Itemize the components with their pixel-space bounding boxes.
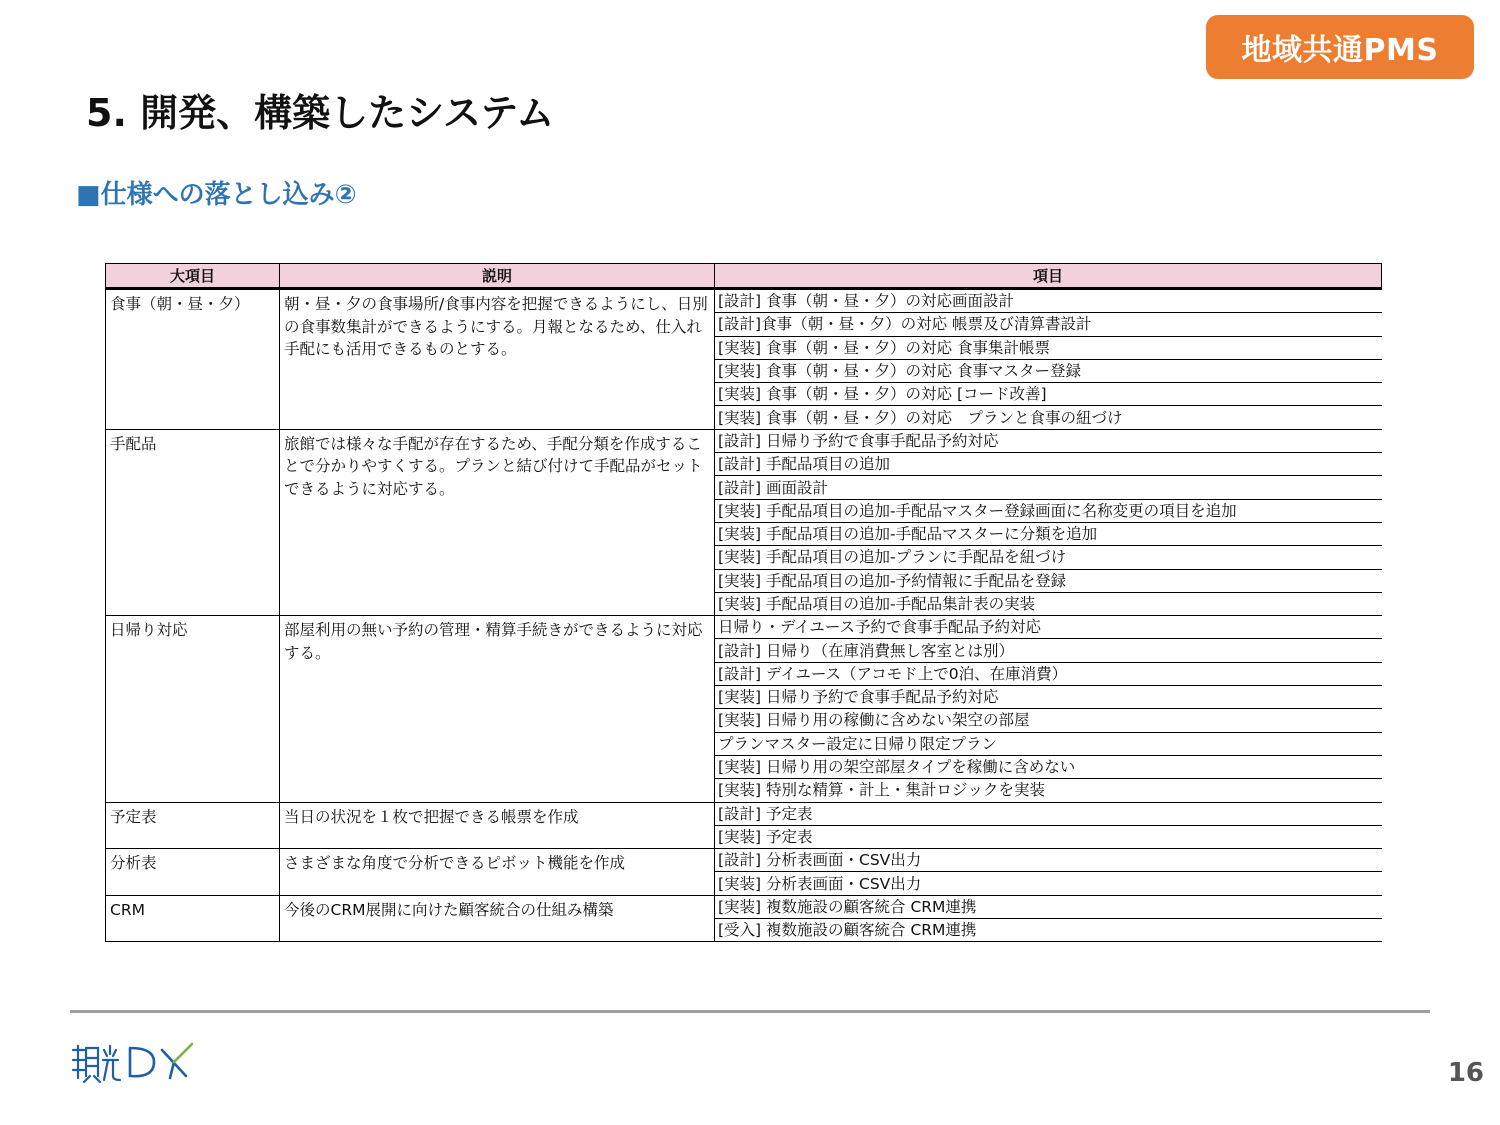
item-cell: [設計]食事（朝・昼・夕）の対応 帳票及び清算書設計	[715, 313, 1382, 336]
item-cell: [設計] 日帰り（在庫消費無し客室とは別）	[715, 639, 1382, 662]
pms-badge: 地域共通PMS	[1206, 15, 1474, 79]
header-category: 大項目	[106, 264, 280, 289]
header-item: 項目	[715, 264, 1382, 289]
description-cell: 当日の状況を１枚で把握できる帳票を作成	[280, 802, 715, 849]
item-cell: [設計] デイユース（アコモド上で0泊、在庫消費）	[715, 662, 1382, 685]
table-row	[106, 429, 1382, 452]
item-cell: [設計] 予定表	[715, 802, 1382, 825]
item-cell: [実装] 食事（朝・昼・夕）の対応 プランと食事の紐づけ	[715, 406, 1382, 429]
kanko-dx-logo-icon	[70, 1040, 200, 1084]
table-row	[106, 616, 1382, 639]
item-cell: [実装] 予定表	[715, 825, 1382, 848]
item-cell: [設計] 分析表画面・CSV出力	[715, 849, 1382, 872]
table-row	[106, 849, 1382, 872]
category-cell: 分析表	[106, 849, 280, 896]
page-number: 16	[1447, 1058, 1484, 1088]
page-title: 5. 開発、構築したシステム	[86, 91, 555, 135]
item-cell: プランマスター設定に日帰り限定プラン	[715, 732, 1382, 755]
header-description: 説明	[280, 264, 715, 289]
item-cell: [受入] 複数施設の顧客統合 CRM連携	[715, 919, 1382, 942]
item-cell: [実装] 食事（朝・昼・夕）の対応 食事集計帳票	[715, 336, 1382, 359]
description-cell: 今後のCRM展開に向けた顧客統合の仕組み構築	[280, 895, 715, 942]
item-cell: [実装] 複数施設の顧客統合 CRM連携	[715, 895, 1382, 918]
item-cell: [実装] 食事（朝・昼・夕）の対応 [コード改善]	[715, 383, 1382, 406]
item-cell: [実装] 手配品項目の追加-手配品集計表の実装	[715, 592, 1382, 615]
item-cell: [実装] 特別な精算・計上・集計ロジックを実装	[715, 779, 1382, 802]
category-cell: 予定表	[106, 802, 280, 849]
item-cell: [実装] 日帰り用の稼働に含めない架空の部屋	[715, 709, 1382, 732]
item-cell: [実装] 手配品項目の追加-予約情報に手配品を登録	[715, 569, 1382, 592]
item-cell: [設計] 食事（朝・昼・夕）の対応画面設計	[715, 289, 1382, 313]
table-row	[106, 802, 1382, 825]
description-cell: 朝・昼・夕の食事場所/食事内容を把握できるようにし、日別の食事数集計ができるようにする。月報となるため、仕入れ手配にも活用できるものとする。	[280, 289, 715, 430]
footer-divider	[70, 1010, 1430, 1013]
item-cell: 日帰り・デイユース予約で食事手配品予約対応	[715, 616, 1382, 639]
item-cell: [設計] 手配品項目の追加	[715, 453, 1382, 476]
table-row	[106, 289, 1382, 313]
item-cell: [実装] 日帰り用の架空部屋タイプを稼働に含めない	[715, 755, 1382, 778]
table-body	[106, 289, 1382, 942]
description-cell: 部屋利用の無い予約の管理・精算手続きができるように対応する。	[280, 616, 715, 802]
item-cell: [設計] 画面設計	[715, 476, 1382, 499]
item-cell: [実装] 食事（朝・昼・夕）の対応 食事マスター登録	[715, 359, 1382, 382]
category-cell: 手配品	[106, 429, 280, 615]
description-cell: さまざまな角度で分析できるピボット機能を作成	[280, 849, 715, 896]
table-header-row	[106, 264, 1382, 289]
section-subtitle: ■仕様への落とし込み②	[76, 180, 357, 210]
item-cell: [実装] 手配品項目の追加-手配品マスター登録画面に名称変更の項目を追加	[715, 499, 1382, 522]
table-row	[106, 895, 1382, 918]
category-cell: 食事（朝・昼・夕）	[106, 289, 280, 430]
item-cell: [実装] 分析表画面・CSV出力	[715, 872, 1382, 895]
item-cell: [実装] 手配品項目の追加-手配品マスターに分類を追加	[715, 522, 1382, 545]
item-cell: [設計] 日帰り予約で食事手配品予約対応	[715, 429, 1382, 452]
category-cell: 日帰り対応	[106, 616, 280, 802]
spec-table	[105, 263, 1382, 942]
kanko-dx-logo	[70, 1040, 200, 1088]
description-cell: 旅館では様々な手配が存在するため、手配分類を作成することで分かりやすくする。プランと結び付けて手配品がセットできるように対応する。	[280, 429, 715, 615]
category-cell: CRM	[106, 895, 280, 942]
item-cell: [実装] 日帰り予約で食事手配品予約対応	[715, 686, 1382, 709]
item-cell: [実装] 手配品項目の追加-プランに手配品を紐づけ	[715, 546, 1382, 569]
